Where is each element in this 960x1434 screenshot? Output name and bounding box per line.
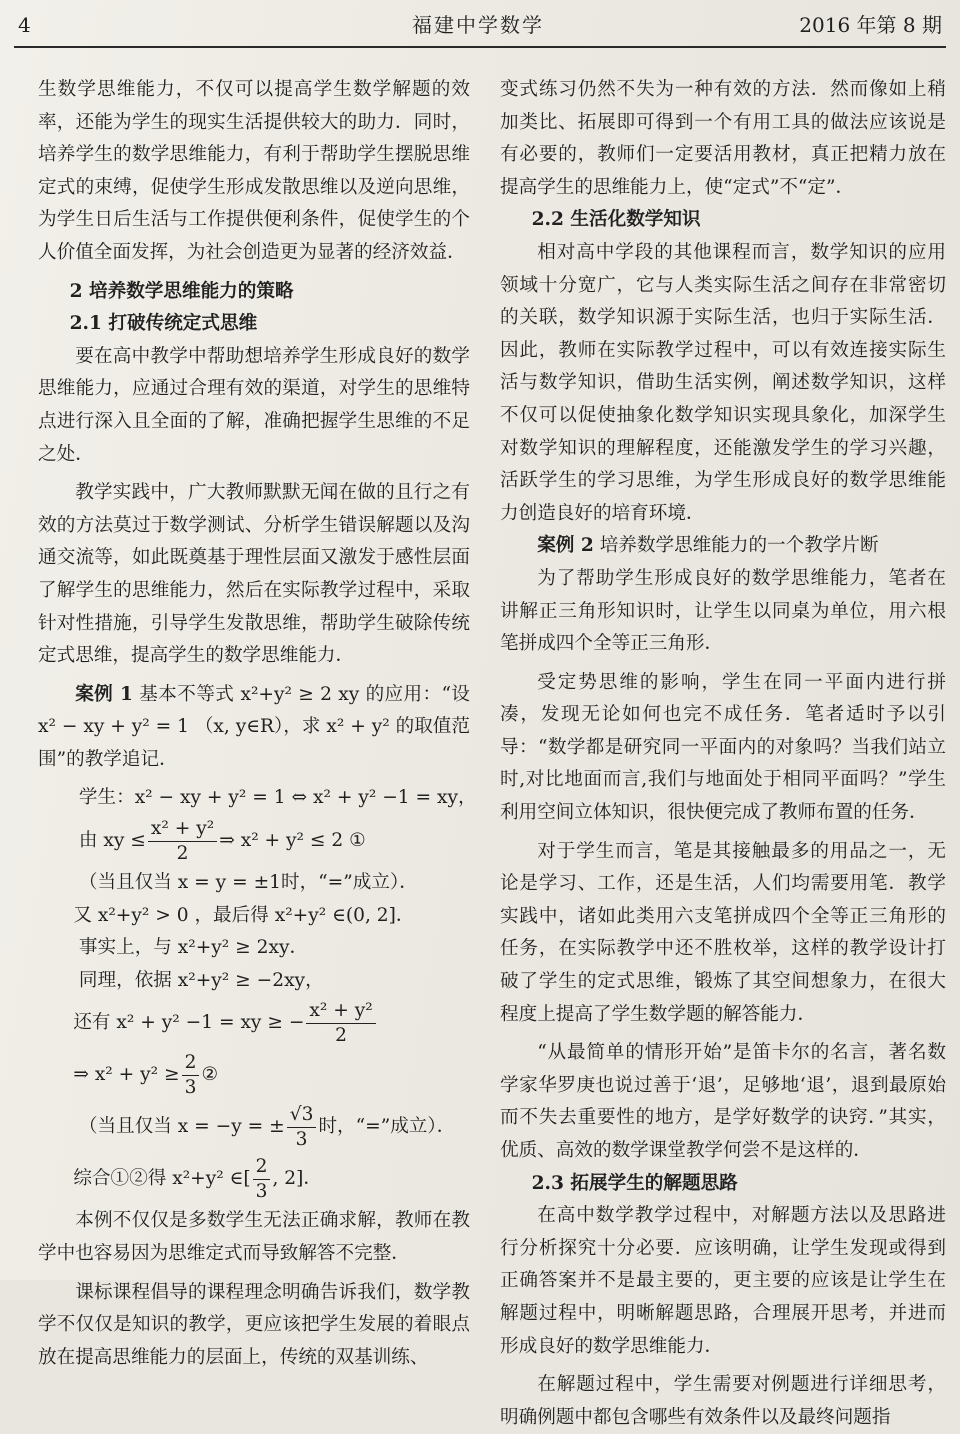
fraction-denominator: 3: [255, 1180, 268, 1202]
paragraph: 课标课程倡导的课程理念明确告诉我们，数学教学不仅仅是知识的教学，更应该把学生发展的着眼点放在提高思维能力的层面上，传统的双基训练、: [38, 1281, 470, 1368]
intro-paragraph: 生数学思维能力，不仅可以提高学生数学解题的效率，还能为学生的现实生活提供较大的助力．同时，培养学生的数学思维能力，有利于帮助学生摆脱思维定式的束缚，促使学生形成发散思维以及逆向思维，为学生日后生活与工作提供便利条件，促使学生的个人价值全面发挥，为社会创造更为显著的经济效益．: [38, 79, 470, 263]
math-text: 时，“=”成立）．: [318, 1116, 456, 1138]
math-line: [38, 1153, 470, 1205]
paragraph: 为了帮助学生形成良好的数学思维能力，笔者在讲解正三角形知识时，让学生以同桌为单位，用六根笔拼成四个全等正三角形．: [500, 567, 946, 655]
math-line: 学生：x² − xy + y² = 1 ⇔ x² + y² −1 = xy，: [78, 787, 477, 809]
issue-label: 2016 年第 8 期: [799, 13, 942, 37]
subsection-heading: 2.3 拓展学生的解题思路: [531, 1172, 738, 1194]
math-line: [38, 1101, 470, 1153]
paragraph: 在解题过程中，学生需要对例题进行详细思考，明确例题中都包含哪些有效条件以及最终问题指: [500, 1374, 946, 1428]
fraction-numerator: 2: [253, 1155, 271, 1180]
math-text: 由 xy ≤: [78, 829, 146, 851]
paragraph: 受定势思维的影响，学生在同一平面内进行拼凑，发现无论如何也完不成任务．笔者适时予以引导：“数学都是研究同一平面内的对象吗？当我们站立时,对比地面而言,我们与地面处于相同平面吗？”学生利用空间立体知识，很快便完成了教师布置的任务．: [500, 671, 946, 824]
paragraph: “从最简单的情形开始”是笛卡尔的名言，著名数学家华罗庚也说过善于‘退’，足够地‘退’，退到最原始而不失去重要性的地方，是学好数学的诀窍．”其实，优质、高效的数学课堂教学何尝不是这样的．: [500, 1042, 946, 1161]
math-text: , 2]．: [272, 1168, 322, 1190]
right-column: [500, 74, 946, 1434]
math-text: 综合①②得 x²+y² ∈[: [73, 1168, 251, 1190]
math-text: （当且仅当 x = −y = ±: [78, 1116, 285, 1138]
paragraph: 教学实践中，广大教师默默无闻在做的且行之有效的方法莫过于数学测试、分析学生错误解题以及沟通交流等，如此既奠基于理性层面又激发于感性层面了解学生的思维能力，然后在实际教学过程中，采取针对性措施，引导学生发散思维，帮助学生破除传统定式思维，提高学生的数学思维能力．: [38, 482, 470, 667]
math-line: （当且仅当 x = y = ±1时，“=”成立）．: [78, 872, 418, 894]
subsection-heading: 2.2 生活化数学知识: [531, 209, 701, 231]
subsection-heading: 2.1 打破传统定式思维: [69, 313, 258, 335]
paragraph: 本例不仅仅是多数学生无法正确求解，教师在教学中也容易因为思维定式而导致解答不完整．: [38, 1210, 470, 1265]
case-label: 案例 1: [75, 683, 133, 705]
fraction-denominator: 3: [295, 1128, 308, 1150]
page-header: [14, 10, 942, 40]
paragraph: 对于学生而言，笔是其接触最多的用品之一，无论是学习、工作，还是生活，人们均需要用笔．教学实践中，诸如此类用六支笔拼成四个全等正三角形的任务，在实际教学中还不胜枚举，这样的教学设计打破了学生的定式思维，锻炼了其空间想象力，在很大程度上提高了学生数学题的解答能力．: [500, 840, 946, 1025]
math-line: 事实上，与 x²+y² ≥ 2xy．: [78, 937, 309, 959]
fraction: [287, 1103, 317, 1152]
fraction: [253, 1155, 271, 1204]
case-2-heading: [500, 530, 946, 563]
math-text: ⇒ x² + y² ≤ 2 ①: [219, 829, 366, 851]
fraction-numerator: 2: [182, 1051, 200, 1076]
page-number: 4: [18, 13, 31, 37]
fraction-denominator: 2: [176, 842, 189, 864]
case-label: 案例 2: [537, 535, 594, 557]
math-line: [38, 997, 470, 1049]
continued-paragraph: 变式练习仍然不失为一种有效的方法．然而像如上稍加类比、拓展即可得到一个有用工具的做法应该说是有必要的，教师们一定要活用教材，真正把精力放在提高学生的思维能力上，使“定式”不“定”．: [500, 79, 946, 198]
section-heading: 2 培养数学思维能力的策略: [69, 280, 294, 302]
fraction-numerator: √3: [287, 1103, 317, 1128]
paragraph: 要在高中教学中帮助想培养学生形成良好的数学思维能力，应通过合理有效的渠道，对学生的思维特点进行深入且全面的了解，准确把握学生思维的不足之处．: [38, 345, 470, 465]
header-rule: [14, 46, 946, 48]
fraction: [306, 999, 375, 1048]
paragraph: 在高中数学教学过程中，对解题方法以及思路进行分析探究十分必要．应该明确，让学生发现或得到正确答案并不是最主要的，更主要的应该是让学生在解题过程中，明晰解题思路，合理展开思考，并进而形成良好的数学思维能力．: [500, 1205, 946, 1357]
case-1-intro: [38, 679, 470, 777]
fraction: [182, 1051, 200, 1100]
math-line: 同理，依据 x²+y² ≥ −2xy，: [78, 969, 324, 991]
math-line: [38, 815, 470, 867]
journal-title: 福建中学数学: [412, 13, 544, 37]
case-text: 培养数学思维能力的一个教学片断: [593, 535, 879, 557]
fraction-numerator: x² + y²: [306, 999, 375, 1024]
math-line: [38, 1049, 470, 1101]
left-column: [38, 74, 477, 1374]
fraction-denominator: 3: [184, 1076, 197, 1098]
math-text: ②: [201, 1064, 219, 1086]
math-text: ⇒ x² + y² ≥: [73, 1064, 180, 1086]
fraction: [148, 817, 217, 866]
paragraph: 相对高中学段的其他课程而言，数学知识的应用领域十分宽广，它与人类实际生活之间存在非常密切的关联，数学知识源于实际生活，也归于实际生活．因此，教师在实际教学过程中，可以有效连接实际生活与数学知识，借助生活实例，阐述数学知识，这样不仅可以促使抽象化数学知识实现具象化，加深学生对数学知识的理解程度，还能激发学生的学习兴趣，活跃学生的学习思维，为学生形成良好的数学思维能力创造良好的培育环境．: [500, 241, 946, 524]
fraction-numerator: x² + y²: [148, 817, 217, 842]
math-text: 还有 x² + y² −1 = xy ≥ −: [73, 1012, 305, 1034]
math-line: 又 x²+y² > 0 ，最后得 x²+y² ∈(0, 2]．: [73, 904, 415, 926]
case-text: 基本不等式 x²+y² ≥ 2 xy 的应用：“设 x² − xy + y² = 1 （x, y∈R），求 x² + y² 的取值范围”的教学追记．: [38, 683, 470, 770]
fraction-denominator: 2: [335, 1024, 347, 1046]
